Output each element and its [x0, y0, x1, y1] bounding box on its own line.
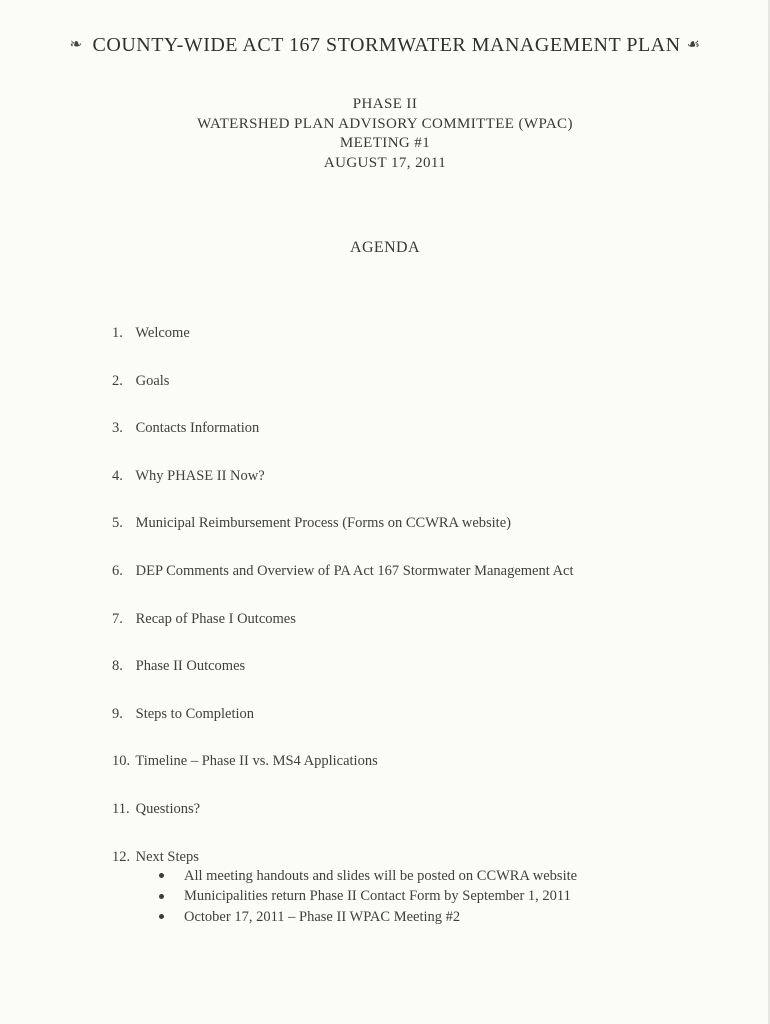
document-title: COUNTY-WIDE ACT 167 STORMWATER MANAGEMENT PLAN [92, 34, 681, 56]
item-text: Contacts Information [135, 420, 260, 437]
agenda-item [112, 418, 732, 466]
item-number: 2. [112, 372, 123, 389]
agenda-item [112, 751, 732, 799]
item-number: 9. [112, 705, 123, 722]
agenda-item [112, 609, 732, 657]
item-text: Next Steps [135, 848, 199, 865]
item-number: 7. [112, 610, 123, 627]
sub-item-text: Municipalities return Phase II Contact Form by September 1, 2011 [184, 888, 571, 905]
agenda-item [112, 466, 732, 514]
item-number: 11. [112, 800, 130, 817]
item-text: Municipal Reimbursement Process (Forms on CCWRA website) [135, 515, 511, 532]
sub-list-item [159, 886, 732, 907]
agenda-heading: AGENDA [350, 239, 420, 256]
item-text: Recap of Phase I Outcomes [135, 610, 296, 627]
item-text: Welcome [135, 325, 190, 341]
item-text: DEP Comments and Overview of PA Act 167 Stormwater Management Act [135, 562, 574, 579]
meeting-info [0, 95, 770, 173]
item-number: 10. [112, 753, 131, 770]
sub-list-item [159, 866, 732, 887]
agenda-item [112, 847, 732, 928]
item-number: 8. [112, 658, 123, 675]
bullet-icon [159, 873, 164, 878]
item-number: 4. [112, 467, 123, 484]
agenda-item [112, 371, 732, 419]
item-number: 1. [112, 325, 123, 341]
agenda-item [112, 656, 732, 704]
item-text: Timeline – Phase II vs. MS4 Applications [135, 753, 378, 770]
meeting-line: MEETING #1 [339, 135, 431, 151]
ornament-right-icon: ☙ [686, 37, 701, 53]
agenda-item [112, 323, 732, 371]
sub-item-text: October 17, 2011 – Phase II WPAC Meeting #2 [184, 908, 461, 925]
document-header [0, 34, 770, 57]
item-number: 5. [112, 515, 123, 532]
item-text: Phase II Outcomes [135, 658, 246, 675]
ornament-left-icon: ❧ [69, 37, 83, 53]
bullet-icon [159, 914, 164, 919]
phase-line: PHASE II [352, 96, 418, 112]
agenda-item [112, 561, 732, 609]
committee-line: WATERSHED PLAN ADVISORY COMMITTEE (WPAC) [197, 115, 573, 132]
agenda-item [112, 704, 732, 752]
date-line: AUGUST 17, 2011 [323, 154, 447, 171]
item-number: 6. [112, 562, 123, 579]
sub-item-text: All meeting handouts and slides will be posted on CCWRA website [184, 867, 578, 884]
item-text: Goals [135, 372, 170, 389]
item-text: Steps to Completion [135, 705, 255, 722]
agenda-item [112, 513, 732, 561]
item-number: 3. [112, 420, 123, 437]
item-number: 12. [112, 848, 131, 865]
agenda-item [112, 799, 732, 847]
item-text: Why PHASE II Now? [135, 467, 265, 484]
item-text: Questions? [135, 800, 201, 817]
sub-list-item [159, 907, 732, 928]
next-steps-list [159, 866, 732, 928]
agenda-list [112, 323, 732, 927]
bullet-icon [159, 894, 164, 899]
